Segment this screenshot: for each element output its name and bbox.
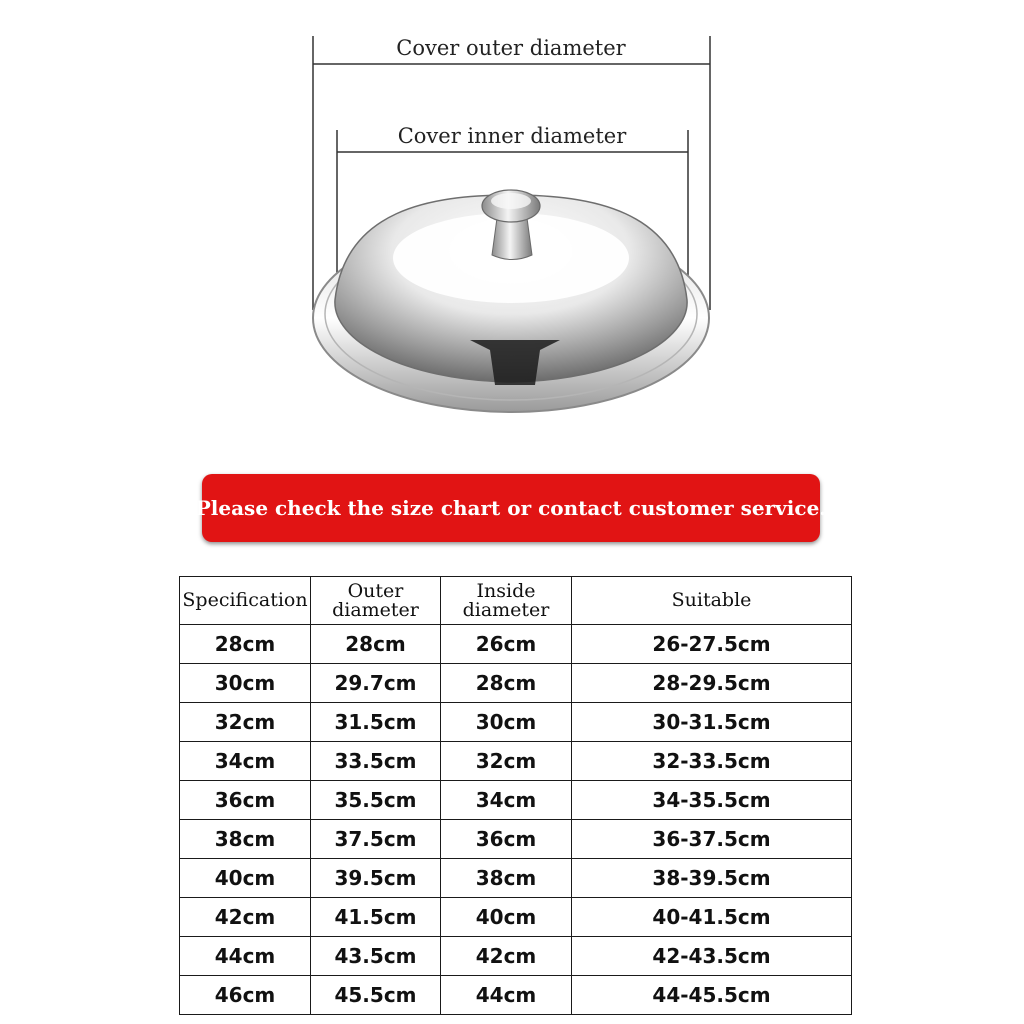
table-cell: 28cm: [180, 625, 311, 664]
table-cell: 44-45.5cm: [572, 976, 852, 1015]
table-cell: 28cm: [311, 625, 441, 664]
table-row: [180, 937, 852, 976]
table-row: [180, 898, 852, 937]
header-suitable: Suitable: [572, 577, 852, 625]
table-cell: 32cm: [441, 742, 572, 781]
table-row: [180, 703, 852, 742]
table-cell: 32cm: [180, 703, 311, 742]
table-cell: 30cm: [180, 664, 311, 703]
table-cell: 36-37.5cm: [572, 820, 852, 859]
table-cell: 35.5cm: [311, 781, 441, 820]
table-cell: 30-31.5cm: [572, 703, 852, 742]
table-cell: 38-39.5cm: [572, 859, 852, 898]
table-header-row: [180, 577, 852, 625]
size-notice-banner: [195, 474, 827, 542]
lid-diagram: [0, 0, 1024, 460]
table-cell: 41.5cm: [311, 898, 441, 937]
header-specification: Specification: [180, 577, 311, 625]
table-cell: 40cm: [441, 898, 572, 937]
table-cell: 26cm: [441, 625, 572, 664]
table-cell: 39.5cm: [311, 859, 441, 898]
table-cell: 44cm: [180, 937, 311, 976]
table-row: [180, 742, 852, 781]
table-row: [180, 664, 852, 703]
outer-diameter-label: Cover outer diameter: [396, 36, 626, 60]
table-cell: 42-43.5cm: [572, 937, 852, 976]
size-notice-text: Please check the size chart or contact customer service.: [195, 496, 827, 520]
table-row: [180, 820, 852, 859]
table-cell: 43.5cm: [311, 937, 441, 976]
table-cell: 38cm: [180, 820, 311, 859]
header-outer-diameter: Outer diameter: [311, 577, 441, 625]
size-chart-table: [179, 576, 852, 1015]
table-cell: 32-33.5cm: [572, 742, 852, 781]
table-cell: 44cm: [441, 976, 572, 1015]
table-cell: 31.5cm: [311, 703, 441, 742]
table-cell: 45.5cm: [311, 976, 441, 1015]
table-cell: 37.5cm: [311, 820, 441, 859]
table-row: [180, 859, 852, 898]
table-cell: 30cm: [441, 703, 572, 742]
table-cell: 42cm: [441, 937, 572, 976]
table-cell: 29.7cm: [311, 664, 441, 703]
table-cell: 40cm: [180, 859, 311, 898]
table-cell: 40-41.5cm: [572, 898, 852, 937]
header-inside-diameter: Inside diameter: [441, 577, 572, 625]
table-row: [180, 976, 852, 1015]
inner-diameter-label: Cover inner diameter: [397, 124, 627, 148]
table-cell: 34cm: [441, 781, 572, 820]
table-cell: 34-35.5cm: [572, 781, 852, 820]
table-cell: 38cm: [441, 859, 572, 898]
table-cell: 28cm: [441, 664, 572, 703]
table-cell: 36cm: [180, 781, 311, 820]
table-cell: 33.5cm: [311, 742, 441, 781]
table-row: [180, 625, 852, 664]
table-row: [180, 781, 852, 820]
table-cell: 42cm: [180, 898, 311, 937]
table-cell: 46cm: [180, 976, 311, 1015]
table-cell: 28-29.5cm: [572, 664, 852, 703]
table-cell: 26-27.5cm: [572, 625, 852, 664]
table-cell: 34cm: [180, 742, 311, 781]
table-cell: 36cm: [441, 820, 572, 859]
